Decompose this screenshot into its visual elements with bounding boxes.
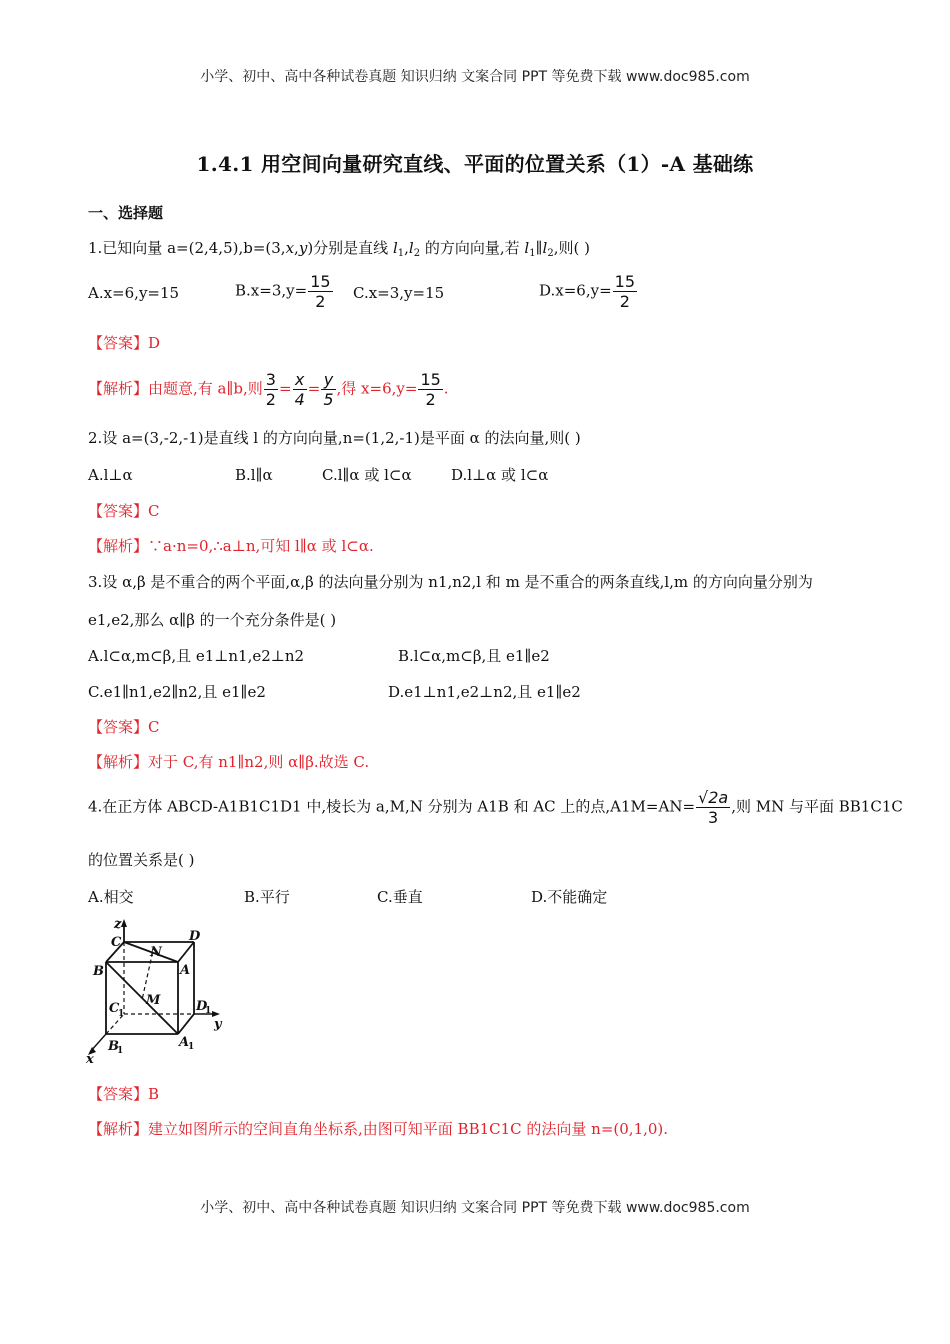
q4-option-d: D.不能确定	[531, 888, 608, 906]
q4-analysis: 【解析】建立如图所示的空间直角坐标系,由图可知平面 BB1C1C 的法向量 n=(0,1,0).	[88, 1120, 669, 1138]
q2-analysis: 【解析】∵a·n=0,∴a⊥n,可知 l∥α 或 l⊂α.	[88, 537, 374, 555]
q2-option-b: B.l∥α	[235, 466, 273, 484]
fig-sub-a1: 1	[188, 1042, 195, 1052]
q2-stem: 2.设 a=(3,-2,-1)是直线 l 的方向向量,n=(1,2,-1)是平面 α 的法向量,则( )	[88, 429, 581, 447]
fig-label-b: B	[93, 964, 104, 979]
q3-analysis: 【解析】对于 C,有 n1∥n2,则 α∥β.故选 C.	[88, 753, 370, 771]
fig-label-d1: D	[196, 999, 208, 1014]
q1-stem: 1.已知向量 a=(2,4,5),b=(3,x,y)分别是直线 $l_1,l_2$ 的方向向量,若 $l_1\parallel l_2$,则( )	[88, 239, 590, 259]
q3-stem-line-2: e1,e2,那么 α∥β 的一个充分条件是( )	[88, 611, 337, 629]
fig-label-x: x	[86, 1052, 94, 1064]
q3-option-a: A.l⊂α,m⊂β,且 e1⊥n1,e2⊥n2	[88, 647, 305, 665]
q3-stem-line-1: 3.设 α,β 是不重合的两个平面,α,β 的法向量分别为 n1,n2,l 和 m 是不重合的两条直线,l,m 的方向向量分别为	[88, 573, 813, 591]
fig-label-c: C	[111, 935, 122, 950]
q2-option-c: C.l∥α 或 l⊂α	[322, 466, 412, 484]
fig-label-n: N	[150, 945, 162, 960]
fig-label-z: z	[114, 917, 122, 932]
fig-label-m: M	[146, 993, 161, 1008]
q4-option-a: A.相交	[88, 888, 134, 906]
page-title: 1.4.1 用空间向量研究直线、平面的位置关系（1）-A 基础练	[196, 152, 754, 176]
q3-option-b: B.l⊂α,m⊂β,且 e1∥e2	[398, 647, 550, 665]
q2-option-d: D.l⊥α 或 l⊂α	[451, 466, 549, 484]
cube-figure	[84, 916, 234, 1064]
fig-sub-d1: 1	[205, 1006, 212, 1016]
section-heading: 一、选择题	[88, 204, 164, 222]
q3-answer: 【答案】C	[88, 718, 160, 736]
q1-answer: 【答案】D	[88, 334, 161, 352]
fig-label-b1: B	[108, 1039, 119, 1054]
q1-option-a: A.x=6,y=15	[88, 284, 180, 302]
page-footer: 小学、初中、高中各种试卷真题 知识归纳 文案合同 PPT 等免费下载 www.doc985.com	[200, 1200, 750, 1216]
q4-option-b: B.平行	[244, 888, 290, 906]
q1-option-c: C.x=3,y=15	[353, 284, 445, 302]
fig-sub-c1: 1	[118, 1009, 125, 1019]
q4-option-c: C.垂直	[377, 888, 423, 906]
page-header: 小学、初中、高中各种试卷真题 知识归纳 文案合同 PPT 等免费下载 www.doc985.com	[200, 69, 750, 85]
q3-option-c: C.e1∥n1,e2∥n2,且 e1∥e2	[88, 683, 266, 701]
fig-sub-b1: 1	[117, 1046, 124, 1056]
q4-answer: 【答案】B	[88, 1085, 160, 1103]
q1-option-d: D.x=6,y= $\frac{15}{2}$	[539, 272, 636, 311]
q2-option-a: A.l⊥α	[88, 466, 133, 484]
q1-option-b: B.x=3,y= $\frac{15}{2}$	[235, 272, 331, 311]
q1-analysis: 【解析】由题意,有 a∥b,则 $\frac{3}{2}$ = $\frac{x}{4}$ = $\frac{y}{5}$ ,得 x=6,y= $\frac{15}{2}$ .	[88, 370, 449, 409]
q2-answer: 【答案】C	[88, 502, 160, 520]
fig-label-a: A	[180, 963, 191, 978]
fig-label-c1: C	[109, 1001, 120, 1016]
fig-label-a1: A	[179, 1035, 190, 1050]
fig-label-d: D	[189, 929, 201, 944]
q3-option-d: D.e1⊥n1,e2⊥n2,且 e1∥e2	[388, 683, 581, 701]
q4-stem-line-2: 的位置关系是( )	[88, 851, 195, 869]
q4-stem-line-1: 4.在正方体 ABCD-A1B1C1D1 中,棱长为 a,M,N 分别为 A1B 和 AC 上的点,A1M=AN= $\frac{√2a}{3}$ ,则 MN 与平面 BB1C1C	[88, 788, 903, 827]
fig-label-y: y	[214, 1017, 222, 1032]
